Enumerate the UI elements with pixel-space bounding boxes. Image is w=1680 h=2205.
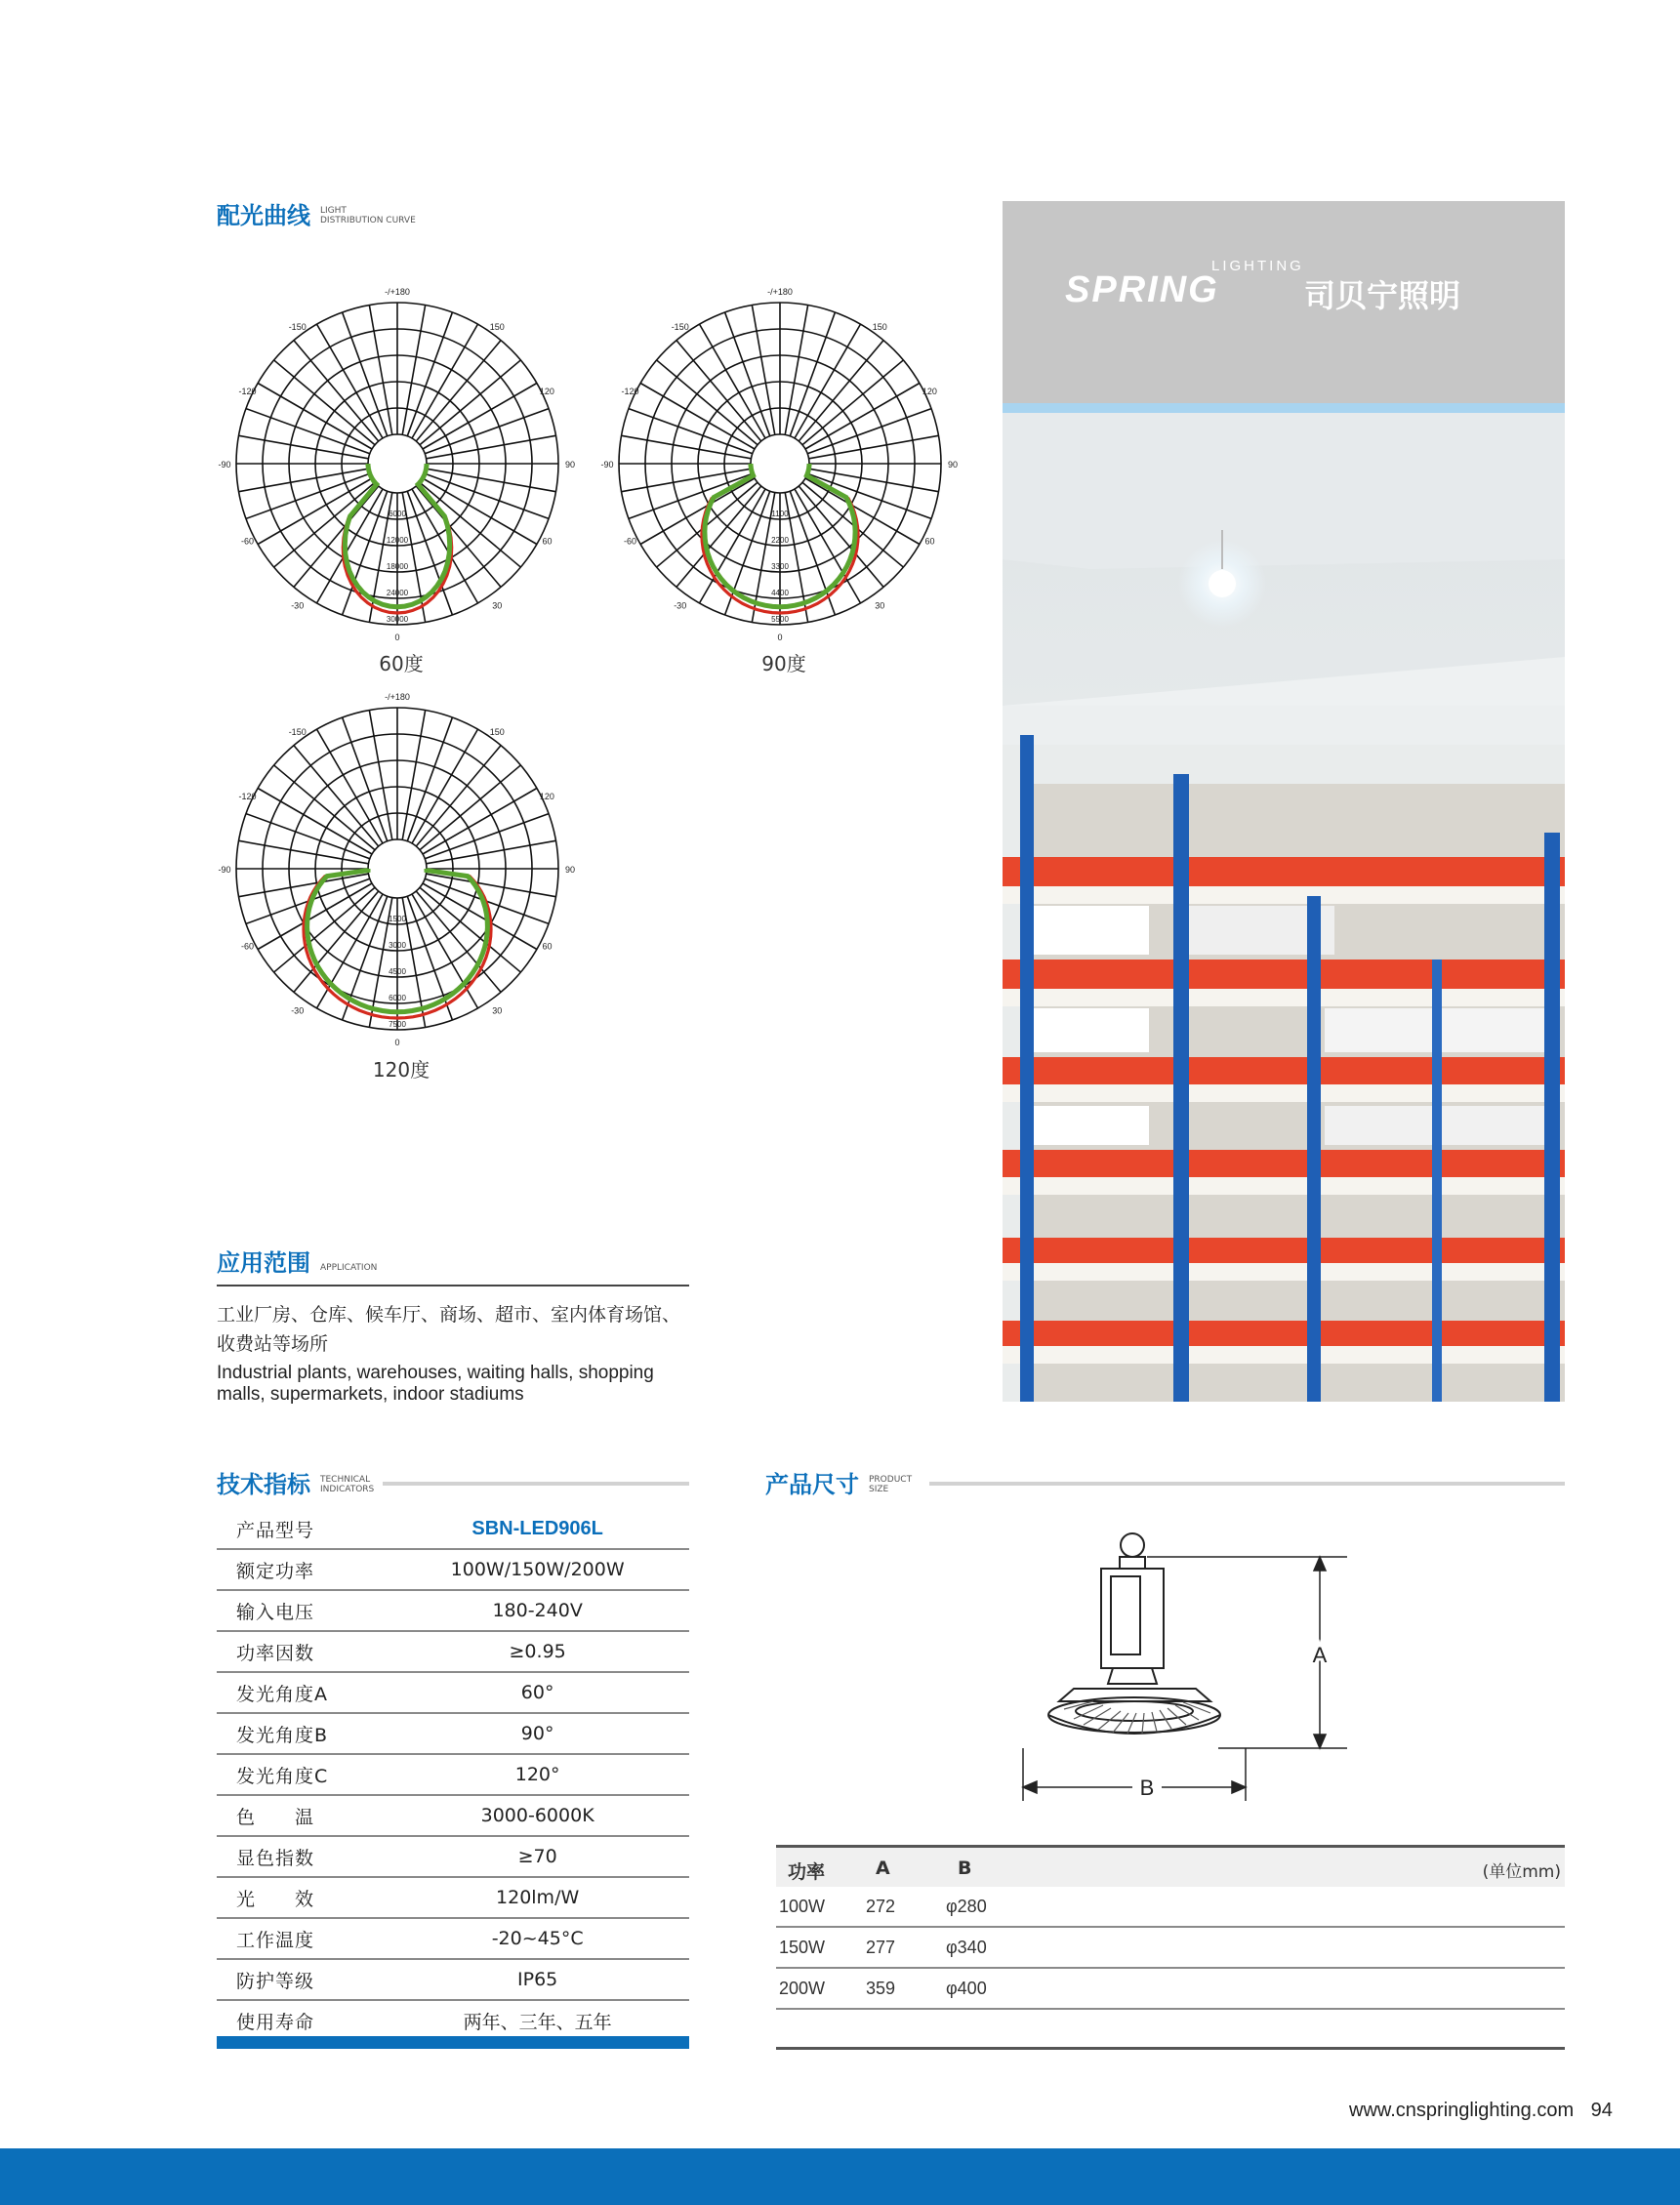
spec-value: ≥0.95 <box>386 1631 689 1672</box>
section-title-en: APPLICATION <box>320 1263 378 1273</box>
grid-spoke <box>239 435 369 458</box>
angle-label-ul: -120 <box>621 387 639 397</box>
angle-label-bottom: 0 <box>777 633 783 642</box>
radial-value-label: 3300 <box>771 562 789 571</box>
dimension-row <box>776 1928 1565 1969</box>
spec-key: 使用寿命 <box>217 2000 386 2041</box>
brand-accent-stripe <box>1003 403 1565 413</box>
grid-spoke <box>274 765 375 850</box>
application-en-line: malls, supermarkets, indoor stadiums <box>217 1384 524 1405</box>
grid-spoke <box>785 306 807 435</box>
dimension-rows <box>776 1887 1565 2010</box>
spec-key: 产品型号 <box>217 1509 386 1549</box>
application-title <box>217 1250 377 1276</box>
angle-label-tl: -150 <box>288 322 307 333</box>
grid-spoke <box>239 469 369 491</box>
polar-chart-120 <box>217 688 578 1049</box>
grid-spoke <box>676 341 761 441</box>
specs-title <box>217 1472 374 1497</box>
angle-label-tr: 150 <box>872 322 887 333</box>
grid-spoke <box>809 435 939 458</box>
light-distribution-title <box>217 203 416 228</box>
section-title-en: LIGHT DISTRIBUTION CURVE <box>320 206 416 225</box>
grid-spoke <box>807 473 931 518</box>
radial-value-label: 7500 <box>389 1020 406 1029</box>
radial-value-label: 24000 <box>386 589 409 597</box>
angle-label-bl: -30 <box>674 600 687 611</box>
radial-value-label: 6000 <box>389 994 406 1002</box>
grid-spoke <box>629 473 753 518</box>
grid-spoke <box>274 360 375 445</box>
section-title-cn: 应用范围 <box>217 1249 310 1277</box>
header-b: B <box>958 1858 972 1879</box>
grid-spoke <box>725 312 770 436</box>
angle-label-lr: 60 <box>924 536 935 547</box>
spec-key: 色 温 <box>217 1795 386 1836</box>
dimension-cell-power: 100W <box>779 1897 826 1916</box>
heatsink-icon <box>1048 1697 1220 1733</box>
application-rule <box>217 1285 689 1286</box>
section-title-cn: 技术指标 <box>217 1471 310 1498</box>
spec-value: 180-240V <box>386 1590 689 1631</box>
spec-value: SBN-LED906L <box>386 1509 689 1549</box>
spec-row <box>217 1877 689 1918</box>
angle-label-bl: -30 <box>291 1005 305 1016</box>
grid-spoke <box>274 482 375 567</box>
angle-label-left: -90 <box>600 460 614 470</box>
grid-spoke <box>425 814 549 859</box>
radial-value-label: 4500 <box>389 967 406 976</box>
spec-value: 两年、三年、五年 <box>386 2000 689 2041</box>
product-dimension-drawing <box>1005 1528 1367 1811</box>
spec-table-bar <box>217 2036 689 2049</box>
dimension-cell-a: 272 <box>866 1897 896 1916</box>
footer-url[interactable] <box>1349 2100 1613 2122</box>
dimension-label-b: B <box>1139 1776 1155 1800</box>
spec-key: 发光角度B <box>217 1713 386 1754</box>
grid-spoke <box>294 486 379 587</box>
spec-row <box>217 1549 689 1590</box>
grid-spoke <box>807 409 931 454</box>
grid-spoke <box>416 746 501 846</box>
spec-key: 防护等级 <box>217 1959 386 2000</box>
grid-spoke <box>369 306 391 435</box>
dimension-row <box>776 1887 1565 1928</box>
chart-label-60: 60度 <box>379 652 424 675</box>
section-title-cn: 产品尺寸 <box>765 1471 859 1498</box>
angle-label-ur: 120 <box>539 387 554 397</box>
dimension-cell-a: 359 <box>866 1979 896 1998</box>
grid-spoke <box>274 887 375 972</box>
spec-value: 3000-6000K <box>386 1795 689 1836</box>
grid-spoke <box>629 409 753 454</box>
spec-row <box>217 1672 689 1713</box>
page-number: 94 <box>1590 2100 1613 2121</box>
grid-spoke <box>416 341 501 441</box>
grid-spoke <box>790 312 835 436</box>
spec-value: ≥70 <box>386 1836 689 1877</box>
angle-label-bottom: 0 <box>394 633 400 642</box>
chart-label-90: 90度 <box>761 652 806 675</box>
spec-row <box>217 1918 689 1959</box>
spec-key: 额定功率 <box>217 1549 386 1590</box>
brand-name: SPRING <box>1065 269 1219 310</box>
angle-label-ul: -120 <box>238 792 257 802</box>
grid-spoke <box>420 360 520 445</box>
dimension-cell-b: φ340 <box>946 1938 987 1957</box>
brand-cn-name: 司贝宁照明 <box>1304 277 1461 314</box>
radial-value-label: 2200 <box>771 536 789 545</box>
angle-label-top: -/+180 <box>385 287 410 297</box>
grid-spoke <box>427 840 556 863</box>
grid-spoke <box>239 840 369 863</box>
spec-key: 发光角度C <box>217 1754 386 1795</box>
section-title-en: TECHNICAL INDICATORS <box>320 1475 375 1494</box>
spec-row <box>217 1713 689 1754</box>
application-text <box>217 1300 705 1406</box>
angle-label-br: 30 <box>492 600 503 611</box>
dimension-label-a: A <box>1312 1643 1328 1667</box>
angle-label-right: 90 <box>947 460 959 470</box>
grid-spoke <box>427 874 556 896</box>
spec-row <box>217 1795 689 1836</box>
angle-label-left: -90 <box>218 460 231 470</box>
grid-spoke <box>369 711 391 840</box>
grid-spoke <box>246 814 370 859</box>
dimension-cell-power: 200W <box>779 1979 826 1998</box>
grid-spoke <box>657 360 758 445</box>
grid-spoke <box>343 312 388 436</box>
angle-label-br: 30 <box>875 600 885 611</box>
grid-ring <box>368 839 427 898</box>
section-title-en: PRODUCT SIZE <box>869 1475 913 1494</box>
product-size-rule <box>929 1482 1565 1486</box>
section-title-cn: 配光曲线 <box>217 202 310 229</box>
spec-row <box>217 1590 689 1631</box>
spec-value: 90° <box>386 1713 689 1754</box>
grid-spoke <box>420 765 520 850</box>
grid-spoke <box>294 341 379 441</box>
spec-row <box>217 1754 689 1795</box>
spec-row <box>217 1509 689 1549</box>
spec-key: 发光角度A <box>217 1672 386 1713</box>
grid-spoke <box>622 435 752 458</box>
grid-ring <box>751 434 809 493</box>
radial-value-label: 5500 <box>771 615 789 624</box>
grid-spoke <box>752 306 774 435</box>
grid-spoke <box>343 717 388 841</box>
radial-value-label: 6000 <box>389 510 406 518</box>
polar-chart-90 <box>599 283 961 644</box>
angle-label-tr: 150 <box>489 322 505 333</box>
grid-spoke <box>425 409 549 454</box>
application-en-line: Industrial plants, warehouses, waiting halls, shopping <box>217 1363 654 1383</box>
unit-label: (单位mm) <box>1482 1862 1561 1882</box>
brand-panel <box>1003 201 1565 403</box>
spec-row <box>217 1631 689 1672</box>
angle-label-ll: -60 <box>624 536 637 547</box>
angle-label-tl: -150 <box>671 322 689 333</box>
grid-spoke <box>427 469 556 491</box>
angle-label-tl: -150 <box>288 727 307 738</box>
header-power: 功率 <box>788 1861 826 1883</box>
spec-value: 100W/150W/200W <box>386 1549 689 1590</box>
grid-spoke <box>407 896 452 1020</box>
grid-spoke <box>294 746 379 846</box>
dimension-cell-b: φ280 <box>946 1897 987 1916</box>
spec-key: 输入电压 <box>217 1590 386 1631</box>
grid-spoke <box>402 711 425 840</box>
dimension-table <box>776 1845 1565 2050</box>
angle-label-right: 90 <box>564 865 576 875</box>
radial-value-label: 1500 <box>389 915 406 923</box>
grid-spoke <box>427 435 556 458</box>
warehouse-photo <box>1003 413 1565 1402</box>
radial-value-label: 3000 <box>389 941 406 950</box>
angle-label-bottom: 0 <box>394 1038 400 1047</box>
spec-value: 120lm/W <box>386 1877 689 1918</box>
angle-label-br: 30 <box>492 1005 503 1016</box>
radial-value-label: 1100 <box>771 510 789 518</box>
spec-key: 显色指数 <box>217 1836 386 1877</box>
product-size-title <box>765 1472 912 1497</box>
application-cn-line: 收费站等场所 <box>217 1333 329 1355</box>
spec-value: -20~45°C <box>386 1918 689 1959</box>
angle-label-lr: 60 <box>542 536 553 547</box>
angle-label-top: -/+180 <box>385 692 410 702</box>
spec-row <box>217 1836 689 1877</box>
dimension-table-bottom-rule <box>776 2047 1565 2050</box>
angle-label-ur: 120 <box>539 792 554 802</box>
angle-label-lr: 60 <box>542 941 553 952</box>
chart-label-120: 120度 <box>372 1058 430 1082</box>
grid-spoke <box>420 887 520 972</box>
grid-spoke <box>416 486 501 587</box>
angle-label-ur: 120 <box>922 387 937 397</box>
angle-label-ll: -60 <box>241 941 255 952</box>
angle-label-left: -90 <box>218 865 231 875</box>
spec-value: 60° <box>386 1672 689 1713</box>
radial-value-label: 18000 <box>386 562 409 571</box>
spec-key: 光 效 <box>217 1877 386 1918</box>
grid-spoke <box>239 874 369 896</box>
spec-value: 120° <box>386 1754 689 1795</box>
spec-value: IP65 <box>386 1959 689 2000</box>
spec-row <box>217 2000 689 2041</box>
radial-value-label: 4400 <box>771 589 789 597</box>
grid-spoke <box>407 312 452 436</box>
specs-rule <box>383 1482 689 1486</box>
grid-spoke <box>246 409 370 454</box>
spec-table <box>217 1509 689 2042</box>
spec-row <box>217 1959 689 2000</box>
footer-bar <box>0 2148 1680 2205</box>
angle-label-top: -/+180 <box>767 287 793 297</box>
spec-key: 功率因数 <box>217 1631 386 1672</box>
dimension-cell-power: 150W <box>779 1938 826 1957</box>
angle-label-right: 90 <box>564 460 576 470</box>
grid-spoke <box>799 341 883 441</box>
grid-spoke <box>402 306 425 435</box>
grid-spoke <box>343 896 388 1020</box>
dimension-cell-b: φ400 <box>946 1979 987 1998</box>
header-a: A <box>876 1858 890 1879</box>
dimension-row <box>776 1969 1565 2010</box>
dimension-cell-a: 277 <box>866 1938 896 1957</box>
angle-label-tr: 150 <box>489 727 505 738</box>
angle-label-ll: -60 <box>241 536 255 547</box>
grid-spoke <box>802 360 903 445</box>
spec-key: 工作温度 <box>217 1918 386 1959</box>
angle-label-bl: -30 <box>291 600 305 611</box>
brand-tagline: LIGHTING <box>1211 258 1304 274</box>
application-cn-line: 工业厂房、仓库、候车厅、商场、超市、室内体育场馆、 <box>217 1304 681 1326</box>
website-link[interactable]: www.cnspringlighting.com <box>1349 2100 1575 2121</box>
dimension-table-header <box>776 1845 1565 1887</box>
warehouse-illustration <box>1003 413 1565 1402</box>
grid-spoke <box>407 717 452 841</box>
radial-value-label: 30000 <box>386 615 409 624</box>
polar-chart-60 <box>217 283 578 644</box>
angle-label-ul: -120 <box>238 387 257 397</box>
hanging-ring-icon <box>1121 1533 1144 1557</box>
radial-value-label: 12000 <box>386 536 409 545</box>
grid-spoke <box>420 482 520 567</box>
